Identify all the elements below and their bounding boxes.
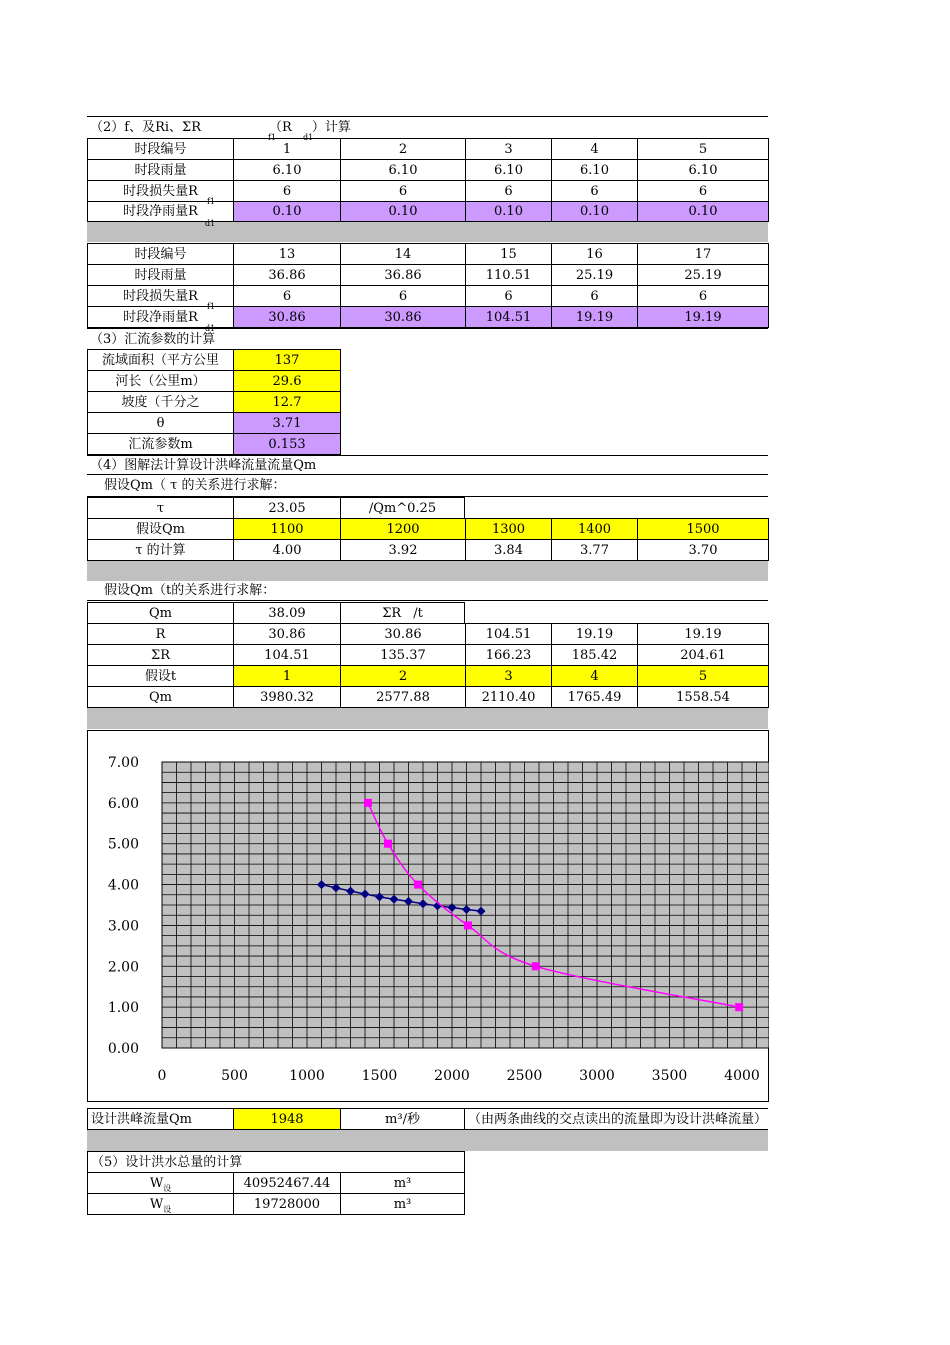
s5-unit — [340, 1193, 465, 1215]
s3-value — [233, 349, 341, 371]
s3-value — [233, 391, 341, 413]
table-b-loss-cell-text: 6 — [590, 288, 599, 304]
table-b-loss-cell — [465, 285, 552, 307]
section2-title-suffix: （R — [269, 120, 292, 135]
s5-label — [87, 1172, 234, 1194]
sumr-row-cell — [233, 644, 341, 666]
section4-sub1-row — [87, 475, 768, 497]
s5-label-sub: 设 — [163, 1205, 172, 1214]
sumr-row-label-text: ΣR — [151, 647, 170, 663]
section4-title-row — [87, 455, 768, 475]
series-2-point — [414, 881, 422, 889]
result-value-cell — [233, 1108, 341, 1130]
table-a-period-cell — [551, 138, 638, 160]
qm-out-row-cell — [637, 686, 769, 708]
table-a-rain-cell-text: 6.10 — [388, 162, 418, 178]
table-b-period-cell — [465, 243, 552, 265]
tau-expr — [340, 497, 465, 519]
table-a-loss-cell-text: 6 — [504, 183, 513, 199]
t-row-cell-text: 3 — [504, 668, 513, 684]
table-b-net-cell — [340, 306, 466, 328]
table-a-loss-cell — [465, 180, 552, 202]
sub-f1-b: f1 — [207, 302, 216, 311]
table-a-period-cell — [637, 138, 769, 160]
table-a-loss-cell — [637, 180, 769, 202]
table-b-net-label-text: 时段净雨量R — [123, 309, 198, 325]
series-2-point — [364, 799, 372, 807]
table-a-rain-cell-text: 6.10 — [494, 162, 523, 178]
table-a-period-label-text: 时段编号 — [134, 141, 187, 157]
table-a-rain-cell — [465, 159, 552, 181]
section2-title-tail: ）计算 — [311, 120, 351, 135]
table-a-loss-cell — [340, 180, 466, 202]
series-2-point — [532, 962, 540, 970]
table-b-rain-cell-text: 36.86 — [268, 267, 306, 283]
y-tick-label: 3.00 — [107, 918, 139, 935]
r-row-cell — [233, 623, 341, 645]
table-b-period-cell — [551, 243, 638, 265]
table-a-rain-label — [87, 159, 234, 181]
r-row-cell — [340, 623, 466, 645]
tau-calc-cell-text: 3.70 — [688, 542, 718, 558]
sumr-row-cell-text: 166.23 — [485, 647, 532, 663]
s3-value-text: 3.71 — [272, 415, 302, 431]
table-b-rain-label-text: 时段雨量 — [134, 267, 187, 283]
x-tick-label: 3000 — [579, 1068, 615, 1084]
qm-assumed-cell — [233, 518, 341, 540]
s5-unit-text: m³ — [393, 1196, 412, 1212]
qm-out-row-label-text: Qm — [149, 689, 172, 705]
table-b-loss-cell-text: 6 — [282, 288, 292, 304]
s3-label-text: 汇流参数m — [128, 436, 193, 452]
gray-separator-1 — [87, 221, 768, 242]
s3-label-text: θ — [156, 415, 165, 431]
qm-out-row-cell-text: 2110.40 — [481, 689, 536, 705]
qm-out-row-cell — [233, 686, 341, 708]
table-a-period-cell — [233, 138, 341, 160]
result-note-cell — [465, 1108, 768, 1130]
t-row-label — [87, 665, 234, 687]
table-a-period-cell — [465, 138, 552, 160]
s5-value-text: 19728000 — [253, 1196, 321, 1212]
r-row-cell-text: 19.19 — [684, 626, 722, 642]
section3-title: （3）汇流参数的计算 — [90, 331, 216, 347]
s3-label — [87, 370, 234, 392]
section4-sub2: 假设Qm（t的关系进行求解： — [104, 583, 276, 598]
r-row-cell — [637, 623, 769, 645]
qm-out-row-label — [87, 686, 234, 708]
table-b-period-cell — [340, 243, 466, 265]
table-a-rain-cell-text: 6.10 — [580, 162, 609, 178]
s5-label-text: W — [149, 1196, 164, 1212]
s3-value-text: 12.7 — [272, 394, 302, 410]
tau-expr-text: /Qm^0.25 — [368, 500, 437, 516]
sub-d1-a: d1 — [205, 219, 216, 228]
section4-sub2-row — [87, 581, 768, 601]
table-b-period-label-text: 时段编号 — [134, 246, 187, 262]
t-row-cell — [340, 665, 466, 687]
table-a-period-cell-text: 5 — [698, 141, 708, 157]
gray-separator-2 — [87, 560, 768, 581]
sumr-row-cell — [340, 644, 466, 666]
table-b-net-cell — [233, 306, 341, 328]
table-b-net-cell — [465, 306, 552, 328]
s3-label-text: 流域面积（平方公里 — [101, 352, 219, 368]
gray-separator-3 — [87, 708, 768, 729]
table-a-rain-cell — [233, 159, 341, 181]
table-a-loss-label-text: 时段损失量R — [123, 183, 198, 199]
table-a-loss-cell-text: 6 — [698, 183, 708, 199]
table-a-loss-cell-text: 6 — [590, 183, 599, 199]
table-b-rain-cell — [637, 264, 769, 286]
table-a-net-cell-text: 0.10 — [272, 204, 302, 219]
s5-value — [233, 1172, 341, 1194]
s5-label — [87, 1193, 234, 1215]
table-b-loss-cell-text: 6 — [698, 288, 708, 304]
x-tick-label: 1000 — [289, 1068, 325, 1084]
t-row-cell-text: 2 — [398, 668, 408, 684]
table-a-rain-cell — [637, 159, 769, 181]
x-tick-label: 0 — [157, 1068, 167, 1084]
table-b-loss-cell — [637, 285, 769, 307]
qm-out-row-cell-text: 1558.54 — [676, 689, 730, 705]
y-tick-label: 2.00 — [107, 959, 139, 976]
series-2-point — [735, 1003, 743, 1011]
table-b-period-cell-text: 14 — [394, 246, 412, 262]
sumr-row-cell-text: 104.51 — [264, 647, 310, 663]
qm-out-row-cell — [340, 686, 466, 708]
table-a-period-cell — [340, 138, 466, 160]
table-b-period-cell-text: 16 — [586, 246, 603, 262]
table-b-net-cell-text: 30.86 — [268, 309, 306, 325]
table-b-rain-cell — [233, 264, 341, 286]
qm-assumed-label-text: 假设Qm — [136, 521, 185, 537]
sub-d1: d1 — [303, 133, 314, 142]
table-b-net-cell-text: 19.19 — [684, 309, 722, 325]
s3-value-text: 29.6 — [272, 373, 302, 389]
table-a-net-cell — [340, 201, 466, 222]
sumr-row-cell — [637, 644, 769, 666]
qm-coef-text: 38.09 — [268, 605, 306, 621]
result-note: （由两条曲线的交点读出的流量即为设计洪峰流量） — [468, 1111, 768, 1127]
ratio-expr-text: ΣR — [382, 605, 402, 621]
table-a-rain-cell — [340, 159, 466, 181]
table-b-net-cell-text: 30.86 — [384, 309, 422, 325]
table-b-net-cell — [551, 306, 638, 328]
sumr-row-label — [87, 644, 234, 666]
tau-value — [233, 497, 341, 519]
s3-value-text: 137 — [274, 352, 300, 368]
section2-title-row — [87, 116, 768, 138]
qm-assumed-cell-text: 1200 — [386, 521, 420, 537]
ratio-expr — [340, 602, 465, 624]
t-row-cell — [233, 665, 341, 687]
s5-value — [233, 1193, 341, 1215]
s3-value — [233, 433, 341, 455]
r-row-cell-text: 30.86 — [384, 626, 422, 642]
qm-out-row-cell — [551, 686, 638, 708]
gray-separator-4 — [87, 1130, 768, 1151]
s3-label — [87, 391, 234, 413]
table-a-net-cell — [637, 201, 769, 222]
s5-unit-text: m³ — [393, 1175, 412, 1191]
table-b-period-cell — [233, 243, 341, 265]
s3-value — [233, 412, 341, 434]
table-a-period-label — [87, 138, 234, 160]
table-b-loss-cell — [340, 285, 466, 307]
table-b-loss-cell — [551, 285, 638, 307]
sub-d1-b: d1 — [205, 324, 216, 333]
series-2-point — [464, 921, 472, 929]
table-a-net-cell — [233, 201, 341, 222]
tau-calc-label — [87, 539, 234, 561]
y-tick-label: 7.00 — [107, 755, 139, 771]
table-b-loss-label-text: 时段损失量R — [123, 288, 198, 304]
x-tick-label: 1500 — [361, 1068, 398, 1084]
section3-title-row — [87, 328, 768, 349]
qm-formula-label — [87, 602, 234, 624]
table-b-rain-cell — [340, 264, 466, 286]
sumr-row-cell-text: 185.42 — [571, 647, 618, 663]
table-a-net-cell — [465, 201, 552, 222]
t-row-cell — [637, 665, 769, 687]
table-b-net-cell-text: 104.51 — [485, 309, 532, 325]
qm-assumed-cell — [340, 518, 466, 540]
tau-label-text: τ — [156, 500, 165, 516]
qm-assumed-cell — [551, 518, 638, 540]
t-row-cell-text: 4 — [590, 668, 599, 684]
table-a-net-cell — [551, 201, 638, 222]
table-b-loss-cell-text: 6 — [398, 288, 408, 304]
table-a-rain-cell-text: 6.10 — [688, 162, 718, 178]
s3-label-text: 坡度（千分之 — [121, 394, 200, 410]
tau-calc-cell — [340, 539, 466, 561]
qm-assumed-cell-text: 1300 — [491, 521, 526, 537]
intersection-chart — [87, 730, 769, 1102]
table-a-period-cell-text: 4 — [590, 141, 599, 157]
table-a-period-cell-text: 3 — [504, 141, 513, 157]
r-row-cell-text: 30.86 — [268, 626, 306, 642]
table-b-net-cell — [637, 306, 769, 328]
s3-label-text: 河长（公里m） — [115, 373, 206, 389]
x-tick-label: 2500 — [506, 1068, 543, 1084]
section2-title: （2）f、及Ri、ΣR — [90, 120, 202, 135]
table-b-rain-cell — [465, 264, 552, 286]
table-b-period-cell-text: 17 — [694, 246, 712, 262]
section4-title: （4）图解法计算设计洪峰流量流量Qm — [90, 457, 317, 473]
y-tick-label: 1.00 — [107, 1000, 139, 1017]
table-a-rain-label-text: 时段雨量 — [134, 162, 187, 178]
t-row-cell — [551, 665, 638, 687]
qm-out-row-cell-text: 2577.88 — [376, 689, 430, 705]
qm-out-row-cell — [465, 686, 552, 708]
tau-calc-cell-text: 3.92 — [388, 542, 418, 558]
section5-title-cell — [87, 1151, 465, 1173]
table-a-loss-cell-text: 6 — [398, 183, 408, 199]
table-a-period-cell-text: 2 — [398, 141, 408, 157]
table-a-loss-cell-text: 6 — [282, 183, 292, 199]
table-b-net-cell-text: 19.19 — [575, 309, 614, 325]
table-b-rain-cell-text: 36.86 — [384, 267, 422, 283]
s5-label-sub: 设 — [163, 1184, 172, 1193]
qm-coef — [233, 602, 341, 624]
r-row-label — [87, 623, 234, 645]
x-tick-label: 3500 — [651, 1068, 688, 1084]
table-a-net-cell-text: 0.10 — [688, 204, 718, 219]
tau-calc-label-text: τ 的计算 — [135, 542, 186, 558]
tau-calc-cell — [637, 539, 769, 561]
table-b-rain-cell-text: 25.19 — [575, 267, 614, 283]
result-label: 设计洪峰流量Qm — [91, 1111, 192, 1127]
sub-f1: f1 — [268, 133, 277, 142]
table-a-loss-cell — [551, 180, 638, 202]
t-row-cell-text: 1 — [282, 668, 292, 684]
qm-out-row-cell-text: 1765.49 — [567, 689, 622, 705]
qm-assumed-cell — [637, 518, 769, 540]
table-a-net-label-text: 时段净雨量R — [123, 204, 198, 219]
sumr-row-cell — [465, 644, 552, 666]
tau-calc-cell — [465, 539, 552, 561]
table-b-period-cell — [637, 243, 769, 265]
x-tick-label: 4000 — [724, 1068, 760, 1084]
tau-calc-cell — [233, 539, 341, 561]
r-row-cell — [465, 623, 552, 645]
y-tick-label: 5.00 — [107, 836, 139, 853]
tau-calc-cell-text: 3.77 — [580, 542, 609, 558]
tau-calc-cell-text: 3.84 — [494, 542, 523, 558]
result-unit: m³/秒 — [385, 1111, 420, 1127]
table-b-rain-cell-text: 25.19 — [684, 267, 722, 283]
r-row-cell-text: 104.51 — [485, 626, 532, 642]
qm-assumed-cell-text: 1500 — [686, 521, 720, 537]
table-a-rain-cell — [551, 159, 638, 181]
qm-out-row-cell-text: 3980.32 — [260, 689, 314, 705]
result-unit-cell — [340, 1108, 465, 1130]
table-a-net-cell-text: 0.10 — [494, 204, 523, 219]
sumr-row-cell — [551, 644, 638, 666]
tau-calc-cell — [551, 539, 638, 561]
qm-assumed-label — [87, 518, 234, 540]
y-tick-label: 4.00 — [107, 877, 139, 894]
s5-value-text: 40952467.44 — [243, 1175, 331, 1191]
r-row-cell-text: 19.19 — [575, 626, 614, 642]
table-a-period-cell-text: 1 — [282, 141, 292, 157]
qm-assumed-cell-text: 1100 — [270, 521, 304, 537]
table-b-loss-cell — [233, 285, 341, 307]
series-2-point — [384, 840, 392, 848]
table-b-rain-label — [87, 264, 234, 286]
s5-unit — [340, 1172, 465, 1194]
ratio-expr-mid: /t — [413, 605, 423, 621]
tau-label — [87, 497, 234, 519]
table-a-loss-cell — [233, 180, 341, 202]
tau-calc-cell-text: 4.00 — [272, 542, 302, 558]
table-b-loss-cell-text: 6 — [504, 288, 513, 304]
table-a-rain-cell-text: 6.10 — [272, 162, 302, 178]
s3-label — [87, 412, 234, 434]
t-row-cell-text: 5 — [698, 668, 708, 684]
s3-value — [233, 370, 341, 392]
x-tick-label: 2000 — [434, 1068, 470, 1084]
t-row-label-text: 假设t — [144, 668, 177, 684]
y-tick-label: 0.00 — [107, 1041, 139, 1057]
r-row-cell — [551, 623, 638, 645]
table-a-net-cell-text: 0.10 — [388, 204, 418, 219]
s3-label — [87, 433, 234, 455]
table-b-rain-cell — [551, 264, 638, 286]
x-tick-label: 500 — [221, 1068, 248, 1084]
table-b-rain-cell-text: 110.51 — [485, 267, 532, 283]
table-a-net-cell-text: 0.10 — [580, 204, 609, 219]
s3-value-text: 0.153 — [268, 436, 306, 452]
s3-label — [87, 349, 234, 371]
t-row-cell — [465, 665, 552, 687]
qm-assumed-cell-text: 1400 — [577, 521, 612, 537]
table-b-period-label — [87, 243, 234, 265]
table-b-period-cell-text: 13 — [278, 246, 296, 262]
result-label-cell — [87, 1108, 234, 1130]
sumr-row-cell-text: 204.61 — [680, 647, 726, 663]
y-tick-label: 6.00 — [107, 795, 139, 812]
qm-formula-label-text: Qm — [149, 605, 172, 621]
sub-f1-a: f1 — [207, 197, 216, 206]
table-b-period-cell-text: 15 — [500, 246, 517, 262]
section4-sub1: 假设Qm（ τ 的关系进行求解： — [104, 478, 286, 493]
s5-label-text: W — [149, 1175, 164, 1191]
tau-value-text: 23.05 — [268, 500, 306, 516]
sumr-row-cell-text: 135.37 — [380, 647, 426, 663]
r-row-label-text: R — [155, 626, 166, 642]
qm-assumed-cell — [465, 518, 552, 540]
section5-title: （5）设计洪水总量的计算 — [91, 1154, 243, 1170]
result-value: 1948 — [270, 1111, 304, 1127]
